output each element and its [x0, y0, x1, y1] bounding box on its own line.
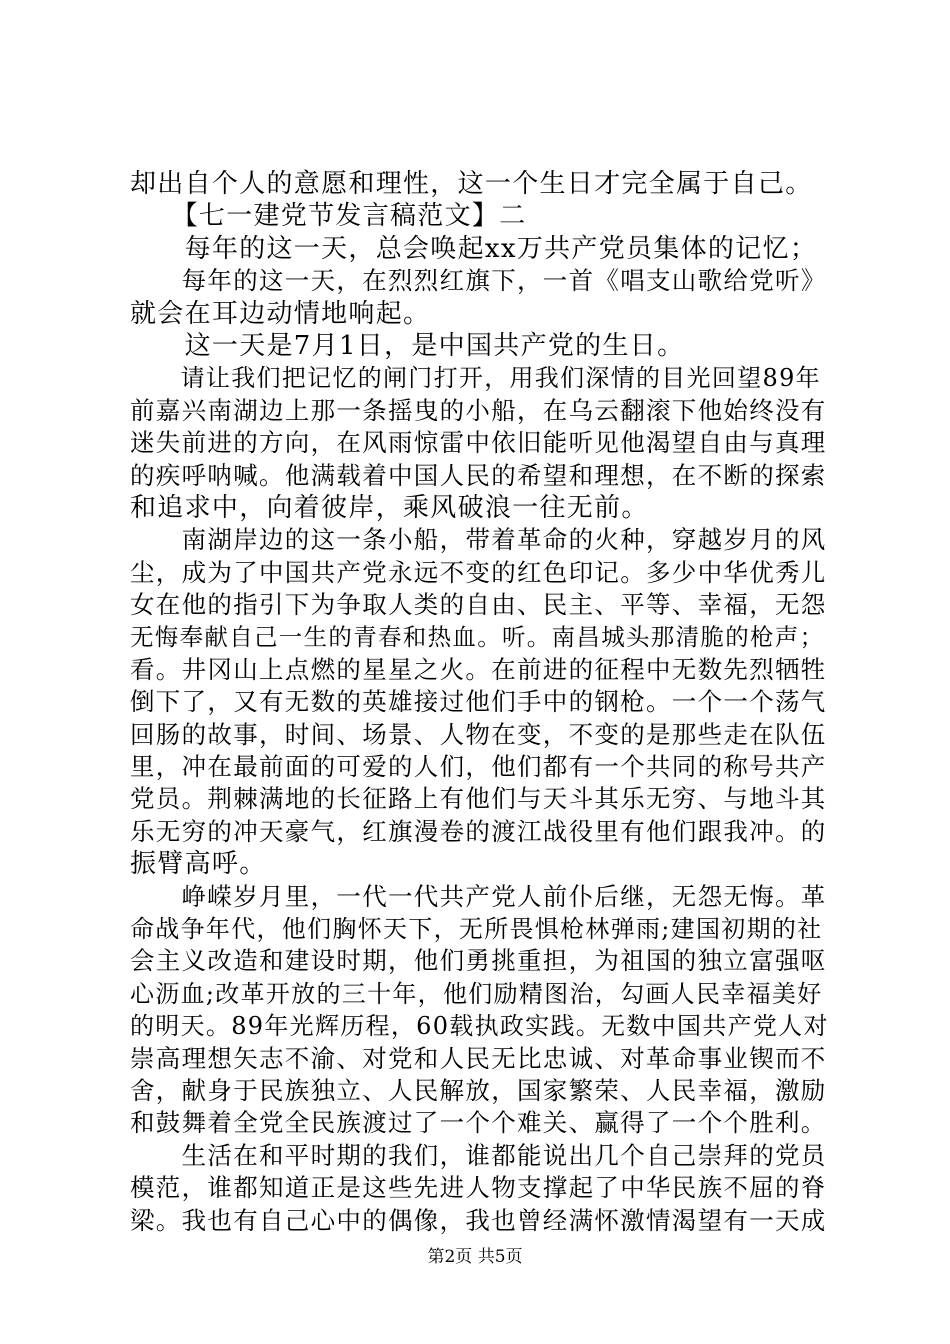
text-line: 这一天是7月1日，是中国共产党的生日。 — [130, 330, 685, 361]
text-line: 舍，献身于民族独立、人民解放，国家繁荣、人民幸福，激励 — [130, 1075, 827, 1105]
text-line: 南湖岸边的这一条小船，带着革命的火种，穿越岁月的风 — [130, 525, 827, 555]
text-line: 请让我们把记忆的闸门打开，用我们深情的目光回望89年 — [130, 364, 821, 393]
text-line: 模范，谁都知道正是这些先进人物支撑起了中华民族不屈的脊 — [130, 1173, 827, 1203]
text-line: 命战争年代，他们胸怀天下，无所畏惧枪林弹雨;建国初期的社 — [130, 914, 823, 943]
text-line: 振臂高呼。 — [130, 849, 267, 880]
text-line: 【七一建党节发言稿范文】二 — [130, 201, 527, 232]
page-footer: 第2页 共5页 — [427, 1247, 523, 1267]
text-line: 峥嵘岁月里，一代一代共产党人前仆后继，无怨无悔。革 — [130, 881, 827, 911]
text-line: 的疾呼呐喊。他满载着中国人民的希望和理想，在不断的探索 — [130, 460, 827, 490]
text-line: 党员。荆棘满地的长征路上有他们与天斗其乐无穷、与地斗其 — [130, 784, 827, 814]
text-line: 尘，成为了中国共产党永远不变的红色印记。多少中华优秀儿 — [130, 557, 827, 587]
text-line: 却出自个人的意愿和理性，这一个生日才完全属于自己。 — [130, 169, 813, 199]
text-line: 无悔奉献自己一生的青春和热血。听。南昌城头那清脆的枪声； — [130, 623, 825, 652]
text-line: 崇高理想矢志不渝、对党和人民无比忠诚、对革命事业锲而不 — [130, 1043, 827, 1073]
text-line: 和追求中，向着彼岸，乘风破浪一往无前。 — [130, 492, 649, 523]
text-line: 里，冲在最前面的可爱的人们，他们都有一个共同的称号共产 — [130, 752, 827, 782]
text-line: 的明天。89年光辉历程，60载执政实践。无数中国共产党人对 — [130, 1012, 829, 1041]
text-line: 前嘉兴南湖边上那一条摇曳的小船，在乌云翻滚下他始终没有 — [130, 395, 827, 425]
text-line: 迷失前进的方向，在风雨惊雷中依旧能听见他渴望自由与真理 — [130, 428, 827, 458]
text-line: 和鼓舞着全党全民族渡过了一个个难关、赢得了一个个胜利。 — [130, 1108, 827, 1138]
document-body — [130, 168, 830, 1237]
text-line: 每年的这一天，在烈烈红旗下，一首《唱支山歌给党听》 — [130, 266, 827, 296]
text-line: 心沥血;改革开放的三十年，他们励精图治，勾画人民幸福美好 — [130, 979, 823, 1008]
text-line: 乐无穷的冲天豪气，红旗漫卷的渡江战役里有他们跟我冲。的 — [130, 816, 827, 846]
text-line: 倒下了，又有无数的英雄接过他们手中的钢枪。一个一个荡气 — [130, 687, 827, 717]
text-line: 女在他的指引下为争取人类的自由、民主、平等、幸福，无怨 — [130, 590, 827, 620]
text-line: 生活在和平时期的我们，谁都能说出几个自己崇拜的党员 — [130, 1140, 827, 1170]
text-line: 会主义改造和建设时期，他们勇挑重担，为祖国的独立富强呕 — [130, 946, 827, 976]
text-line: 就会在耳边动情地响起。 — [130, 298, 431, 329]
text-line: 看。井冈山上点燃的星星之火。在前进的征程中无数先烈牺牲 — [130, 654, 827, 684]
text-line: 梁。我也有自己心中的偶像，我也曾经满怀激情渴望有一天成 — [130, 1205, 827, 1235]
text-line: 回肠的故事，时间、场景、人物在变，不变的是那些走在队伍 — [130, 719, 827, 749]
text-line: 每年的这一天，总会唤起xx万共产党员集体的记忆； — [130, 233, 818, 264]
